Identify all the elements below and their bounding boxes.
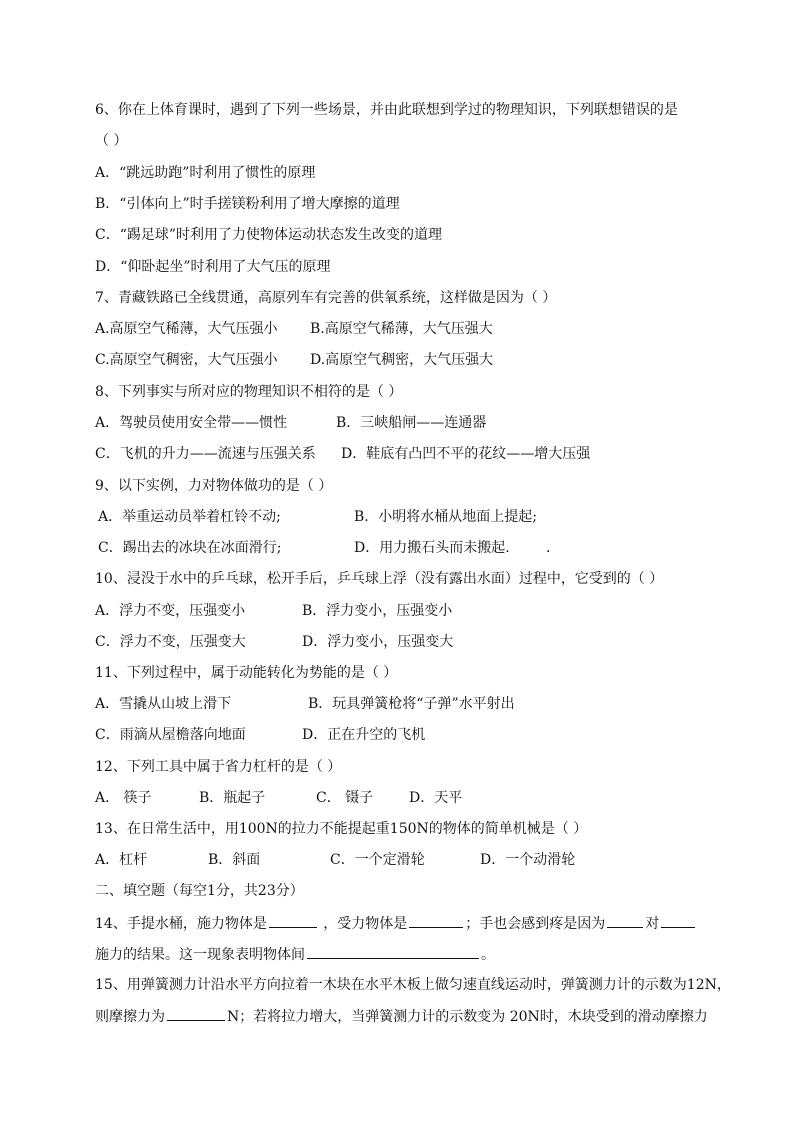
q12-stem: 12、下列工具中属于省力杠杆的是（ ） xyxy=(95,759,342,775)
q9-option-b: B．小明将水桶从地面上提起; xyxy=(354,509,538,525)
q7-option-a: A.高原空气稀薄，大气压强小 xyxy=(95,321,278,337)
q12-option-a: A． 筷子 xyxy=(95,790,152,806)
q8-option-a: A．驾驶员使用安全带——惯性 xyxy=(95,415,288,431)
q9-option-c: C．踢出去的冰块在冰面滑行; xyxy=(98,540,282,556)
q9-option-d: D．用力搬石头而未搬起. xyxy=(354,540,510,556)
q11-option-b: B．玩具弹簧枪将“子弹”水平射出 xyxy=(308,696,515,712)
q14-blank-4[interactable] xyxy=(661,912,695,928)
q11-option-d: D．正在升空的飞机 xyxy=(302,727,426,743)
q10-option-d: D．浮力变小，压强变大 xyxy=(302,634,454,650)
q14-blank-1[interactable] xyxy=(269,912,317,928)
q12-option-d: D．天平 xyxy=(409,790,463,806)
q10-option-b: B．浮力变小，压强变小 xyxy=(302,603,453,619)
q11-option-c: C．雨滴从屋檐落向地面 xyxy=(95,727,246,743)
q13-option-d: D．一个动滑轮 xyxy=(480,852,576,868)
q14-text-6: 。 xyxy=(481,947,495,963)
q10-option-a: A．浮力不变，压强变小 xyxy=(95,603,246,619)
q13-option-c: C．一个定滑轮 xyxy=(330,852,425,868)
q9-trailing-dot: . xyxy=(546,540,551,556)
q15-blank-1[interactable] xyxy=(167,1005,225,1021)
q14-blank-3[interactable] xyxy=(607,912,643,928)
q7-option-c: C.高原空气稠密，大气压强小 xyxy=(95,352,278,368)
q6-option-b: B．“引体向上”时手搓镁粉利用了增大摩擦的道理 xyxy=(95,196,400,212)
q6-stem: 6、你在上体育课时，遇到了下列一些场景，并由此联想到学过的物理知识，下列联想错误的是 xyxy=(95,102,678,118)
q6-option-c: C．“踢足球”时利用了力使物体运动状态发生改变的道理 xyxy=(95,227,443,243)
q15-text-2: 则摩擦力为 xyxy=(95,1009,165,1025)
q14-text-1: 14、手提水桶，施力物体是 xyxy=(95,916,267,932)
q14-text-3: ；手也会感到疼是因为 xyxy=(465,916,606,932)
q10-stem: 10、浸没于水中的乒乓球，松开手后，乒乓球上浮（没有露出水面）过程中，它受到的（ ） xyxy=(95,571,664,587)
q6-answer-paren: （ ） xyxy=(95,133,128,149)
section2-title: 二、填空题（每空1分，共23分） xyxy=(95,883,304,899)
q13-option-b: B．斜面 xyxy=(208,852,261,868)
q9-option-a: A．举重运动员举着杠铃不动; xyxy=(98,509,281,525)
q7-stem: 7、青藏铁路已全线贯通，高原列车有完善的供氧系统，这样做是因为（ ） xyxy=(95,290,557,306)
q14-text-5: 施力的结果。这一现象表明物体间 xyxy=(95,947,305,963)
q7-option-d: D.高原空气稠密，大气压强大 xyxy=(310,352,494,368)
q14-text-2: ，受力物体是 xyxy=(323,916,408,932)
q11-option-a: A．雪撬从山坡上滑下 xyxy=(95,696,232,712)
q9-stem: 9、以下实例，力对物体做功的是（ ） xyxy=(95,478,333,494)
q8-option-c: C．飞机的升力——流速与压强关系 xyxy=(95,446,316,462)
q8-option-d: D．鞋底有凸凹不平的花纹——增大压强 xyxy=(341,446,591,462)
q12-option-b: B．瓶起子 xyxy=(199,790,266,806)
q14-part1 xyxy=(95,912,697,935)
q6-option-a: A．“跳远助跑”时利用了惯性的原理 xyxy=(95,165,316,181)
q13-option-a: A．杠杆 xyxy=(95,852,148,868)
q11-stem: 11、下列过程中，属于动能转化为势能的是（ ） xyxy=(95,665,398,681)
q10-option-c: C．浮力不变，压强变大 xyxy=(95,634,246,650)
q14-text-4: 对 xyxy=(645,916,660,932)
q7-option-b: B.高原空气稀薄，大气压强大 xyxy=(310,321,493,337)
q14-part2 xyxy=(95,943,495,966)
q13-stem: 13、在日常生活中，用100N的拉力不能提起重150N的物体的简单机械是（ ） xyxy=(95,821,588,837)
q6-option-d: D．“仰卧起坐”时利用了大气压的原理 xyxy=(95,259,331,275)
q8-option-b: B．三峡船闸——连通器 xyxy=(336,415,487,431)
q15-part2 xyxy=(95,1005,708,1028)
q14-blank-5[interactable] xyxy=(307,943,479,959)
q14-blank-2[interactable] xyxy=(409,912,463,928)
q12-option-c: C． 镊子 xyxy=(316,790,374,806)
q8-stem: 8、下列事实与所对应的物理知识不相符的是（ ） xyxy=(95,384,403,400)
q15-text-1: 15、用弹簧测力计沿水平方向拉着一木块在水平木板上做匀速直线运动时，弹簧测力计的示数为12N， xyxy=(95,977,731,993)
q15-text-3: N；若将拉力增大，当弹簧测力计的示数变为 20N时，木块受到的滑动摩擦力 xyxy=(227,1009,708,1025)
